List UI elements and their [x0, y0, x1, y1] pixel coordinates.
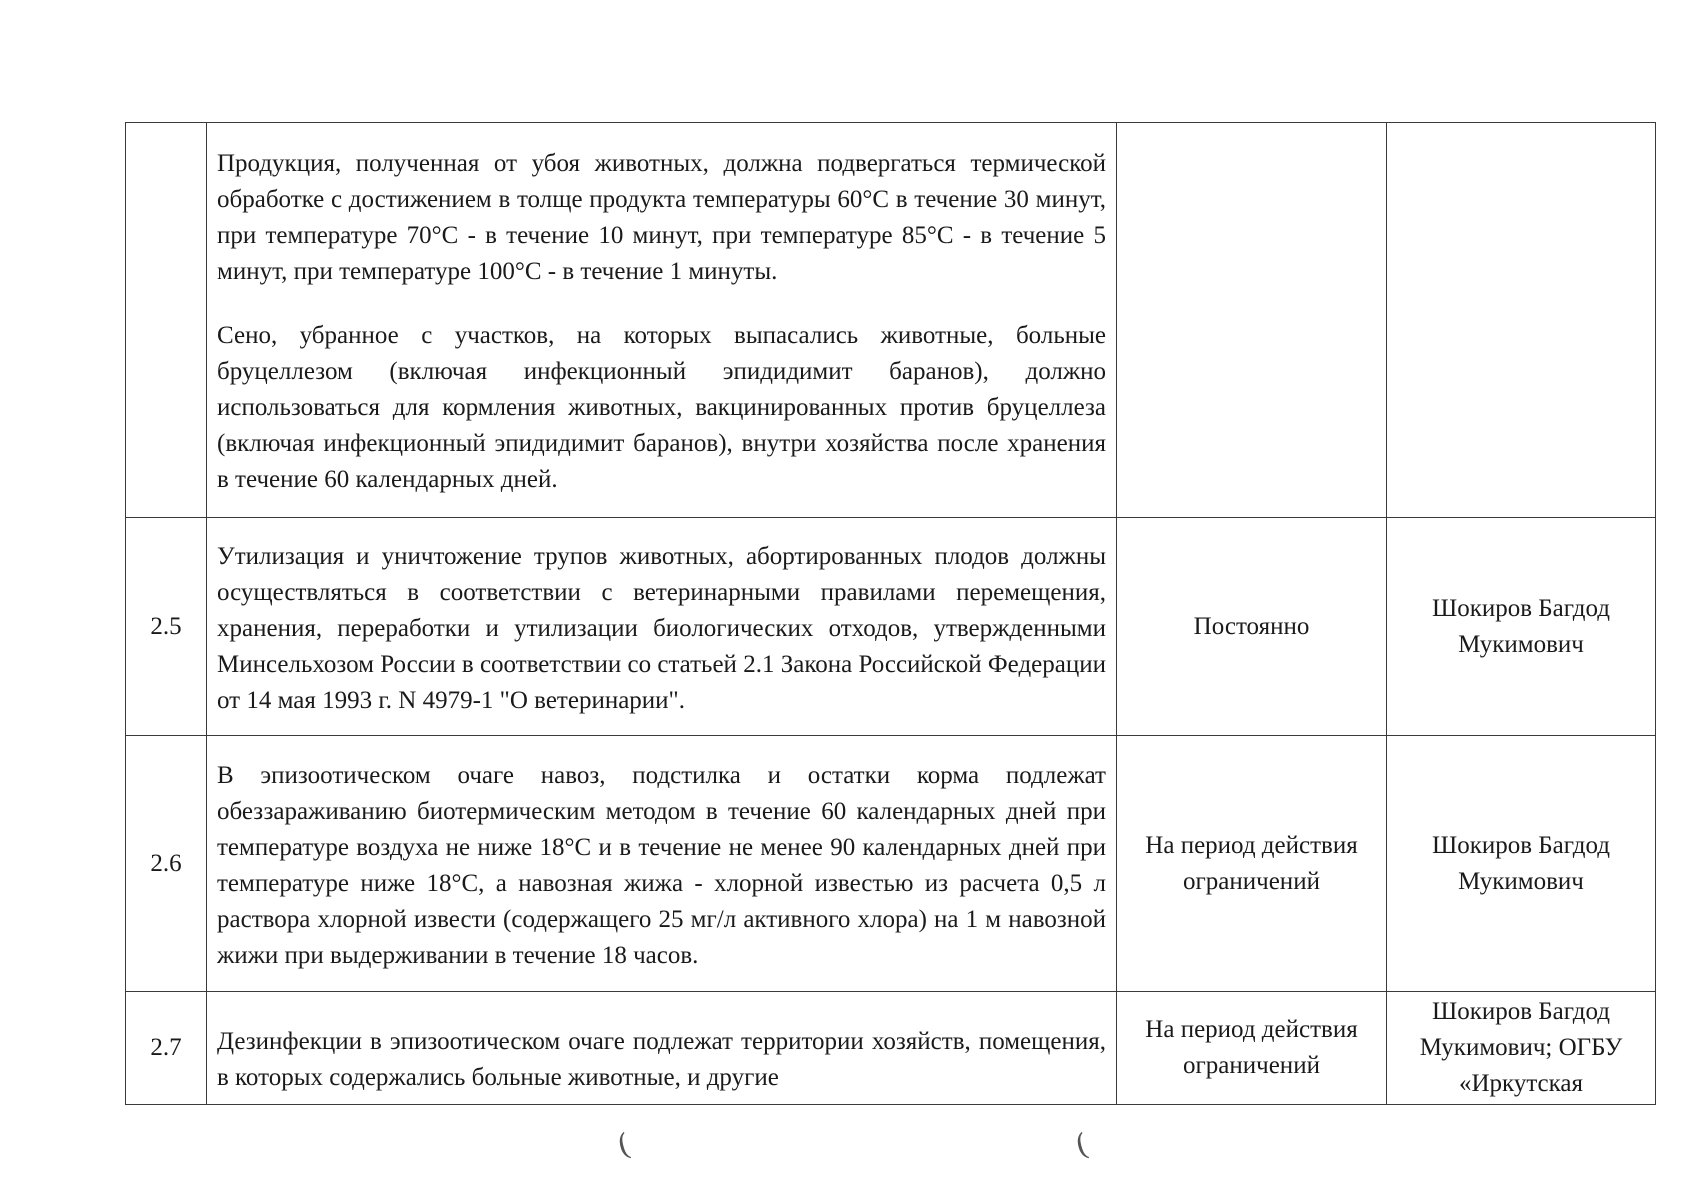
term-cell: На период действия ограничений: [1117, 736, 1387, 992]
term-cell: На период действия ограничений: [1117, 992, 1387, 1105]
table-row: [126, 736, 1656, 992]
table-row: [126, 123, 1656, 518]
table-row: [126, 518, 1656, 736]
responsible-cell: Шокиров Багдод Мукимович: [1387, 518, 1656, 736]
row-number: 2.6: [126, 736, 207, 992]
responsible-cell: Шокиров Багдод Мукимович; ОГБУ «Иркутская: [1387, 992, 1656, 1105]
row-number: 2.5: [126, 518, 207, 736]
term-cell: [1117, 123, 1387, 518]
responsible-cell: [1387, 123, 1656, 518]
scan-mark: (: [1071, 1127, 1093, 1164]
paragraph: В эпизоотическом очаге навоз, подстилка и остатки корма подлежат обеззараживанию биотермическим методом в течение 60 календарных дней при температуре воздуха не ниже 18°С и в течение не менее 90 календарных дней при температуре ниже 18°С, а навозная жижа - хлорной известью из расчета 0,5 л раствора хлорной извести (содержащего 25 мг/л активного хлора) на 1 м навозной жижи при выдерживании в течение 18 часов.: [217, 761, 1106, 969]
responsible-cell: Шокиров Багдод Мукимович: [1387, 736, 1656, 992]
measures-table: [125, 122, 1656, 1105]
paragraph: Сено, убранное с участков, на которых выпасались животные, больные бруцеллезом (включая инфекционный эпидидимит баранов), должно использоваться для кормления животных, вакцинированных против бруцеллеза (включая инфекционный эпидидимит баранов), внутри хозяйства после хранения в течение 60 календарных дней.: [217, 322, 1106, 493]
measure-text: [207, 992, 1117, 1105]
measure-text: [207, 736, 1117, 992]
paragraph: Утилизация и уничтожение трупов животных, абортированных плодов должны осуществляться в соответствии с ветеринарными правилами перемещения, хранения, переработки и утилизации биологических отходов, утвержденными Минсельхозом России в соответствии со статьей 2.1 Закона Российской Федерации от 14 мая 1993 г. N 4979-1 "О ветеринарии".: [217, 542, 1106, 714]
row-number: [126, 123, 207, 518]
paragraph: Дезинфекции в эпизоотическом очаге подлежат территории хозяйств, помещения, в которых содержались больные животные, и другие: [217, 1028, 1106, 1091]
measure-text: [207, 518, 1117, 736]
table-row: [126, 992, 1656, 1105]
paragraph: Продукция, полученная от убоя животных, должна подвергаться термической обработке с достижением в толще продукта температуры 60°С в течение 30 минут, при температуре 70°С - в течение 10 минут, при температуре 85°С - в течение 5 минут, при температуре 100°С - в течение 1 минуты.: [217, 150, 1106, 285]
term-cell: Постоянно: [1117, 518, 1387, 736]
measure-text: [207, 123, 1117, 518]
scan-mark: (: [613, 1127, 635, 1164]
row-number: 2.7: [126, 992, 207, 1105]
